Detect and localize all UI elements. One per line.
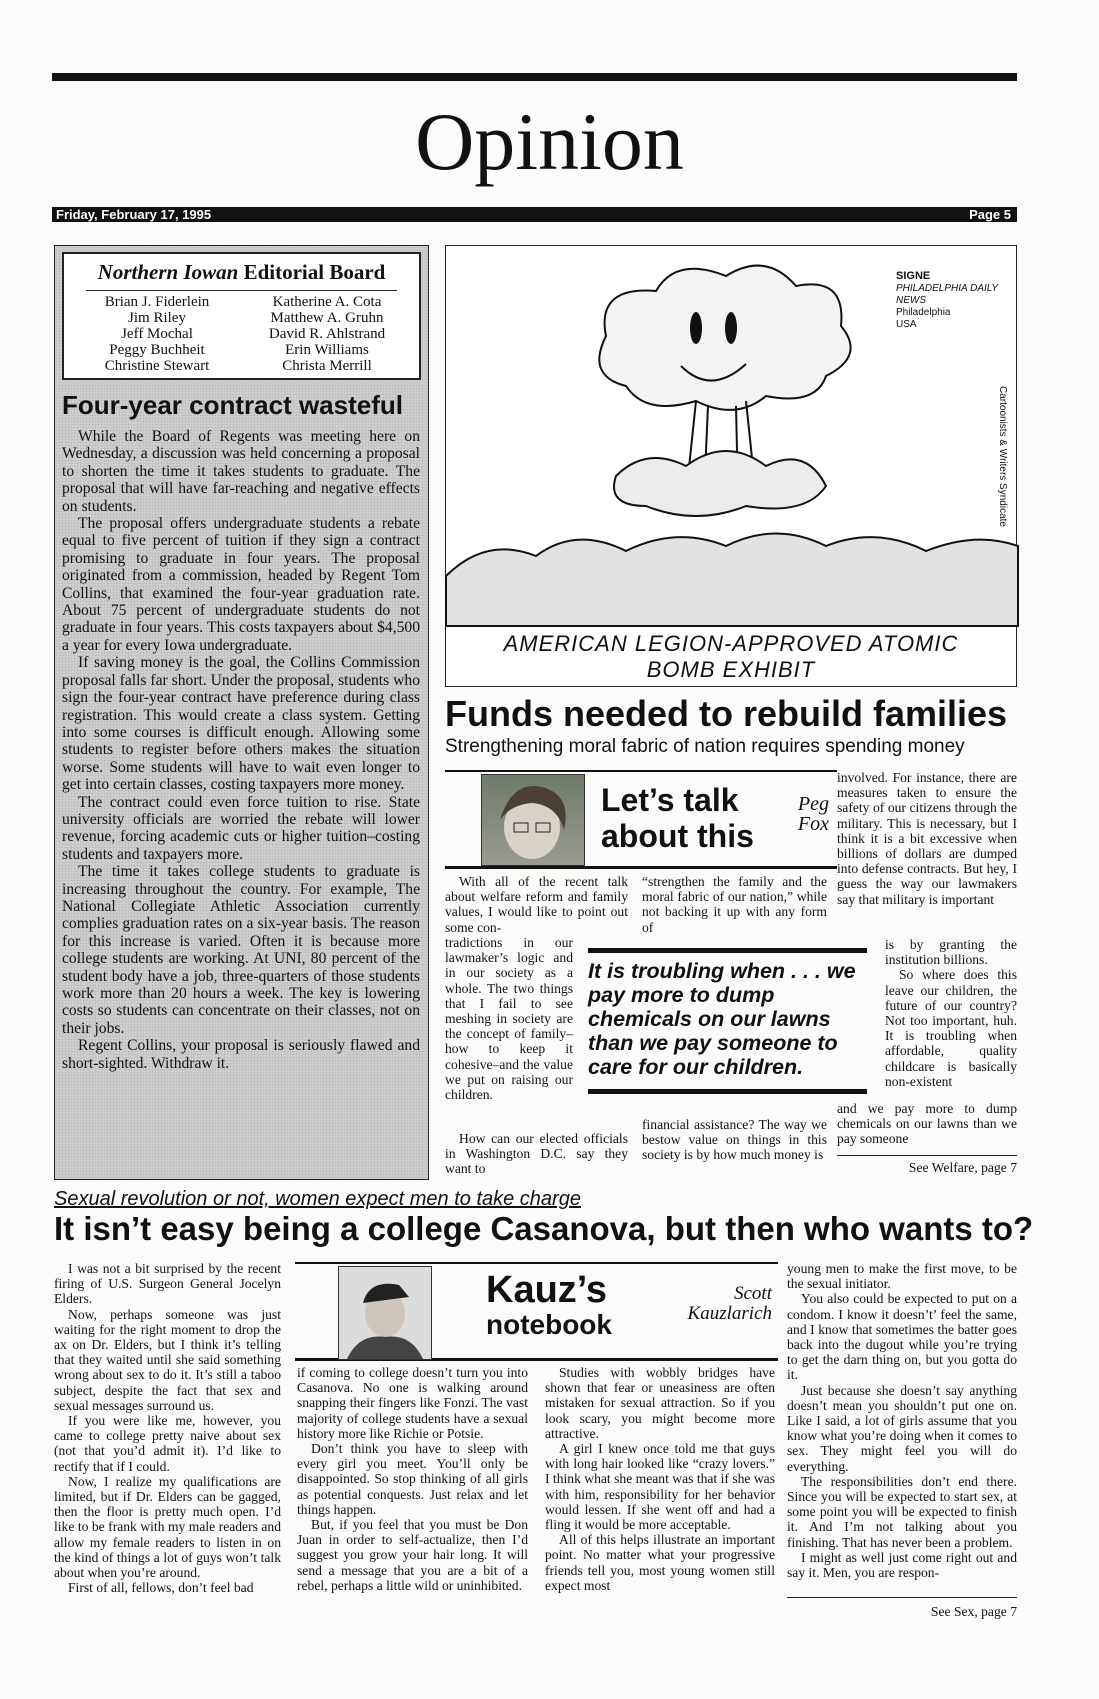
sex-col4 <box>787 1261 1017 1591</box>
board-member: Brian J. Fiderlein <box>104 294 210 310</box>
sex-col3 <box>545 1365 775 1655</box>
paragraph: young men to make the first move, to be the sexual initiator. <box>787 1261 1017 1292</box>
author-first: Scott <box>734 1283 772 1304</box>
paragraph: Studies with wobbly bridges have shown that fear or uneasiness are often mistaken for sexual attraction. So if you look scary, you might become more attractive. <box>545 1365 775 1441</box>
section-title: Opinion <box>415 96 684 187</box>
artist-name: SIGNE <box>896 270 931 282</box>
paragraph: How can our elected officials in Washington D.C. say they want to <box>445 1131 628 1177</box>
column-title <box>601 782 754 854</box>
board-member: Christa Merrill <box>282 358 372 374</box>
sex-col1 <box>54 1261 281 1653</box>
welfare-col2-top <box>642 874 827 936</box>
paragraph: The contract could even force tuition to rise. State university officials are worried the rebate will lower revenue, forcing academic cuts or higher tuition–costing students and taxpayers more. <box>62 793 420 863</box>
board-member: David R. Ahlstrand <box>268 326 386 342</box>
paragraph: tradictions in our lawmaker’s logic and in our society as a whole. The two things that I fail to see meshing in society are the concept of family–how to keep it cohesive–and the value we put on raising our children. <box>445 935 573 1103</box>
author-photo <box>481 774 585 866</box>
board-member: Jeff Mochal <box>121 326 193 342</box>
divider <box>837 1155 1017 1156</box>
kicker: Sexual revolution or not, women expect men to take charge <box>54 1188 581 1210</box>
paragraph: “strengthen the family and the moral fabric of our nation,” while not backing it up with any form of <box>642 874 827 935</box>
column-title-line: Kauz’s <box>486 1269 608 1311</box>
editorial-cartoon <box>445 245 1017 687</box>
casanova-headline: It isn’t easy being a college Casanova, but then who wants to? <box>54 1210 1034 1247</box>
paragraph: Regent Collins, your proposal is seriously flawed and short-sighted. Withdraw it. <box>62 1037 420 1072</box>
paragraph: Don’t think you have to sleep with every girl you meet. You’ll only be disappointed. So stop thinking of all girls as potential conquests. Just relax and let things happen. <box>297 1441 528 1517</box>
paragraph: But, if you feel that you must be Don Juan in order to self-actualize, then I’d suggest you grow your hair long. It will send a message that you are a bit of a rebel, perhaps a little wild or uninhibited. <box>297 1517 528 1593</box>
sex-col2 <box>297 1365 528 1655</box>
board-names-right <box>242 294 412 374</box>
top-rule <box>52 73 1017 81</box>
welfare-subhead: Strengthening moral fabric of nation requires spending money <box>445 736 965 757</box>
column-header-lets-talk <box>445 770 837 869</box>
column-title-line: Let’s talk <box>601 782 739 818</box>
board-member: Katherine A. Cota <box>272 294 382 310</box>
paragraph: involved. For instance, there are measures taken to ensure the safety of our citizens through the military. This is necessary, but I think it is a bit excessive when billions of dollars are dumped into defense contracts. But hey, I guess the way our lawmakers say that military is important <box>837 770 1017 907</box>
page-number: Page 5 <box>969 207 1011 222</box>
editorial-body <box>62 428 420 1072</box>
author-last: Fox <box>797 813 829 835</box>
source-country: USA <box>896 319 917 330</box>
column-title-line: about this <box>601 818 754 854</box>
paragraph: With all of the recent talk about welfare reform and family values, I would like to point out some con- <box>445 874 628 935</box>
paragraph: First of all, fellows, don’t feel bad <box>68 1580 254 1596</box>
divider <box>86 290 397 291</box>
editorial-board-title <box>64 260 419 285</box>
editorial-headline: Four-year contract wasteful <box>62 390 403 420</box>
welfare-headline: Funds needed to rebuild families <box>445 693 1008 734</box>
editorial-board-box <box>62 252 421 380</box>
source-paper: PHILADELPHIA DAILY NEWS <box>896 283 998 306</box>
author-first: Peg <box>797 793 829 815</box>
paragraph: The responsibilities don’t end there. Since you will be expected to start sex, at some point you will be expected to finish it. And I’m not talking about you finishing. That has never been a problem. <box>787 1473 1017 1550</box>
author-last: Kauzlarich <box>687 1303 772 1324</box>
column-header-kauz <box>295 1262 778 1361</box>
column-title <box>486 1270 612 1340</box>
paragraph: if coming to college doesn’t turn you into Casanova. No one is walking around snapping their fingers like Fonzi. The vast majority of college students have a sexual history more like Richie or Potsie. <box>297 1365 528 1441</box>
paragraph: financial assistance? The way we bestow value on things in this society is by how much money is <box>642 1117 827 1163</box>
paper-name: Northern Iowan <box>97 260 239 284</box>
welfare-col1-top <box>445 874 628 936</box>
portrait-icon <box>339 1267 431 1359</box>
paragraph: So where does this leave our children, the future of our country? Not too important, huh. It is troubling when affordable, quality childcare is basically non-existent <box>885 967 1017 1089</box>
board-member: Jim Riley <box>128 310 186 326</box>
welfare-col3-bottom <box>837 1101 1017 1147</box>
paragraph: Now, perhaps someone was just waiting for the right moment to drop the ax on Dr. Elders, but I think it’s telling that they waited until she said something wrong about sex to do it. It’s still a taboo subject, despite the fact that sex and sexual messages surround us. <box>54 1306 281 1413</box>
paragraph: Now, I realize my qualifications are limited, but if Dr. Elders can be gagged, then the floor is pretty much open. I’d like to be frank with my male readers and allow my female readers to listen in on the kind of things a lot of guys won’t talk about when you’re around. <box>54 1473 281 1581</box>
syndicate-credit: Cartoonists & Writers Syndicate <box>997 386 1008 527</box>
board-member: Erin Williams <box>285 342 369 358</box>
paragraph: While the Board of Regents was meeting here on Wednesday, a discussion was held concerning a proposal to shorten the time it takes students to graduate. The proposal that will have far-reaching and negative effects on students. <box>62 428 420 515</box>
author-byline <box>688 1284 772 1324</box>
welfare-col3-top <box>837 770 1017 937</box>
date-bar <box>52 207 1017 222</box>
cartoon-credit <box>896 270 1016 331</box>
author-photo <box>338 1266 432 1360</box>
paragraph: The proposal offers undergraduate students a rebate equal to five percent of tuition if they sign a contract promising to graduate in four years. The proposal originated from a commission, headed by Regent Tom Collins, that examined the four-year graduation rate. About 75 percent of undergraduate students do not graduate in four years. This costs taxpayers about $4,500 a year for every Iowa undergraduate. <box>62 515 420 654</box>
jump-line-welfare[interactable]: See Welfare, page 7 <box>908 1160 1017 1175</box>
welfare-col1-mid <box>445 935 573 1103</box>
board-names-left <box>72 294 242 374</box>
pull-quote: It is troubling when . . . we pay more to dump chemicals on our lawns than we pay someone to care for our children. <box>588 948 867 1094</box>
jump-line-sex[interactable]: See Sex, page 7 <box>930 1604 1017 1619</box>
paragraph: and we pay more to dump chemicals on our lawns than we pay someone <box>837 1101 1017 1147</box>
divider <box>787 1597 1017 1598</box>
column-title-line: notebook <box>486 1309 612 1340</box>
paragraph: The time it takes college students to graduate is increasing throughout the country. For example, The National Collegiate Athletic Association currently complies graduation rates on a six-year basis. The reason for this increase is varied. Often it is because more college students are working. At UNI, 80 percent of the student body have a job, three-quarters of those students work more than 20 hours a week. The key is lowering costs so students can concentrate on their classes, not on their jobs. <box>62 863 420 1037</box>
board-member: Peggy Buchheit <box>109 342 205 358</box>
paragraph: I might as well just come right out and say it. Men, you are respon- <box>787 1549 1017 1581</box>
board-label: Editorial Board <box>243 260 386 284</box>
board-member: Matthew A. Gruhn <box>270 310 384 326</box>
paragraph: Just because she doesn’t say anything doesn’t mean you shouldn’t put one on. Like I said, a lot of girls assume that you know what you’re doing when it comes to sex. They might feel you will do everything. <box>787 1382 1017 1474</box>
paragraph: You also could be expected to put on a condom. I know it doesn’t’ feel the same, and I know that sometimes the batter goes back into the dugout while you’re trying to get the darn thing on, but you gotta do it. <box>787 1291 1017 1383</box>
portrait-icon <box>482 775 584 865</box>
cartoon-caption: AMERICAN LEGION-APPROVED ATOMIC BOMB EXHIBIT <box>503 631 959 682</box>
paragraph: A girl I knew once told me that guys with long hair looked like “crazy lovers.” I think what she meant was that if she was with him, responsibility for her behavior would lessen. If she went off and had a fling it would be more acceptable. <box>545 1441 775 1533</box>
welfare-col1-bottom <box>445 1131 628 1179</box>
paragraph: All of this helps illustrate an important point. No matter what your progressive friends tell you, most young women still expect most <box>545 1532 775 1593</box>
paragraph: is by granting the institution billions. <box>885 937 1017 968</box>
source-city: Philadelphia <box>896 307 951 318</box>
paragraph: I was not a bit surprised by the recent firing of U.S. Surgeon General Jocelyn Elders. <box>54 1261 281 1307</box>
paragraph: If saving money is the goal, the Collins Commission proposal falls far short. Under the proposal, students who sign the four-year contract have preference during class registration. This would create a class system. Getting into some courses is difficult enough. Allowing some students to register before others makes the situation worse. Some students will have to wait even longer to get into certain classes, costing taxpayers more money. <box>62 654 420 794</box>
welfare-col3-mid <box>885 937 1017 1107</box>
issue-date: Friday, February 17, 1995 <box>56 207 212 222</box>
board-member: Christine Stewart <box>104 358 210 374</box>
paragraph: If you were like me, however, you came to college pretty naive about sex (not that you’d admit it). I’d like to rectify that if I could. <box>54 1413 281 1474</box>
welfare-col2-bottom <box>642 1117 827 1179</box>
author-byline <box>798 794 829 834</box>
